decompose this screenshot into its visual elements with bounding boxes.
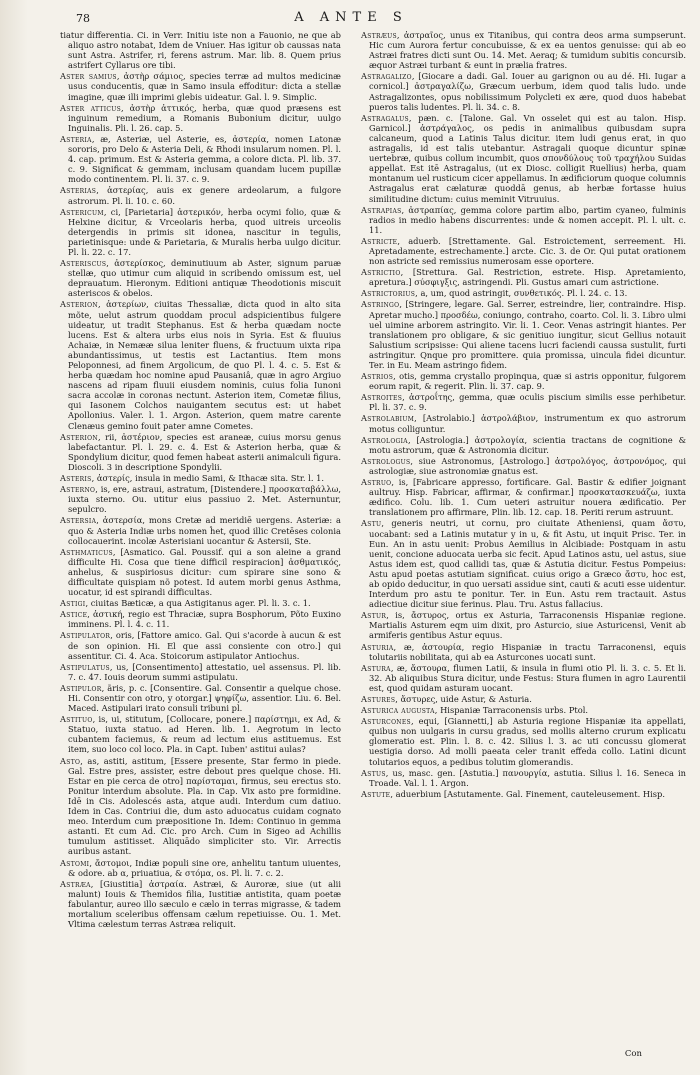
dictionary-entry: Astricte, aduerb. [Strettamente. Gal. Estroictement, serreement. Hi. Apretadamente, estrechamente.] arcte. Cic. 3. de Or. Qui putat orationem non astricte sed remissius numerosam esse oportere.: [361, 235, 687, 267]
dictionary-entry: Astura, æ, ἄστουρα, flumen Latii, & insula in flumi otio Pl. li. 3. c. 5. Et li. 32. Ab aliquibus Stura dicitur, unde Festus: Stura flumen in agro Laurentii est, quod quidam asturam uocant.: [361, 662, 686, 693]
entry-headword: Astur: [361, 610, 387, 621]
entry-headword: Asterias: [60, 185, 97, 196]
entry-headword: Astrapias: [361, 204, 402, 215]
dictionary-entry: Asterias, ἀστερίας, auis ex genere ardeolarum, a fulgore astrorum. Pl. li. 10. c. 60.: [60, 185, 341, 206]
entry-headword: Astroites: [361, 392, 403, 403]
dictionary-entry: Astipulatus, us, [Consentimento] attestatio, uel assensus. Pl. lib. 7. c. 47. Iouis deorum summi astipulatu.: [60, 661, 341, 682]
gutter-shadow: [0, 0, 28, 1075]
entry-definition: [Astrolabio.] ἀστρολάβιον, instrumentum ex quo astrorum motus colliguntur.: [369, 413, 686, 434]
dictionary-entry: Asteria, æ, Asteriæ, uel Asterie, es, ἀστερία, nomen Latonæ sororis, pro Delo & Asteria Deli, & Rhodi insularum nomen. Pl. l. 4. cap. primum. Est & Asteria gemma, a colore dicta. Pl. lib. 37. c. 9. Significat & gemmam, inclusam quandam lucem pupillæ modo continentem. Pl. li. 37. c. 9.: [60, 133, 341, 185]
entry-headword: Asteris: [60, 473, 92, 484]
entry-headword: Aster atticus: [60, 102, 122, 113]
entry-definition: as, astiti, astitum, [Essere presente, Star fermo in piede. Gal. Estre pres, assister, estre debout pres quelque chose. Hi. Estar en pie cerca de otro] παρίσταμαι, firmus, seu erectus sto. Ponitur interdum absolute. Pla. in Cap. Vix asto pre formidine. Idē in Cis. Adolescés asta, atque audi. Interdum cum datiuo. Idem in Cas. Contriui die, dum asto aduocatus cuidam cognato meo. Interdum cum præpositione In. Idem: Continuo in gemma astanti. Et cum Ad. Cic. pro Arch. Cum in Sigeo ad Achillis tumulum astitisset. Aliquādo simpliciter sto. Vir. Arrectis auribus astant.: [68, 755, 342, 857]
entry-definition: us, masc. gen. [Astutia.] πανουργία, astutia. Silius l. 16. Seneca in Troade. Val. l. 1. Argon.: [369, 767, 686, 788]
entry-definition: ἄστομοι, Indiæ populi sine ore, anhelitu tantum uiuentes, & odore. ab α, priuatiua, & στόμα, os. Pl. li. 7. c. 2.: [68, 857, 341, 878]
entry-definition: siue Astronomus, [Astrologo.] ἀστρολόγος, ἀστρονόμος, qui astrologiæ, siue astronomiæ gnatus est.: [369, 455, 686, 476]
entry-headword: Astericum: [60, 206, 104, 217]
dictionary-entry: Astragalus, pæn. c. [Talone. Gal. Vn osselet qui est au talon. Hisp. Garnicol.] ἀστράγαλος, os pedis in animalibus quibusdam supra calcaneum, quod a Latinis Talus dicitur. item ludi genus erat, in quo astragalis, id est talis utebantur. Astragali quoque dicuntur spinæ uertebræ, quibus collum incumbit, quos σπονδύλους τοῦ τραχήλου Suidas appellat. Est itē Astragalus, (ut ex Diosc. colligit Ruellius) herba, quam montanum uel rusticum cicer appellamus. In ædificiorum quoque columnis Astragalus erat cælaturæ quoddā genus, ab herbæ fortasse huius similitudine dictum: cuius meminit Vitruuius.: [361, 112, 686, 204]
entry-definition: is, ere, astraui, astratum, [Distendere.] προσκαταβάλλω, iuxta sterno. Ou. utitur eius passiuo 2. Met. Asternuntur, sepulcro.: [68, 484, 342, 515]
entry-definition: ἀστραῖος, unus ex Titanibus, qui contra deos arma sumpserunt. Hic cum Aurora fertur concubuisse, & ex ea uentos genuisse: qui ab eo Astræi fratres dicti sunt Ou. 14. Met. Aeraq; & tumidum subitis concursib. æquor Astræi turbant & eunt in prælia fratres.: [369, 30, 686, 71]
dictionary-entry: Asteriscus, ἀστερίσκος, deminutiuum ab Aster, signum paruæ stellæ, quo utimur cum aliquid in scribendo omissum est, uel deprauatum. Hieronym. Editioni antiquæ Theodotionis miscuit asteriscos & obelos.: [60, 258, 341, 299]
entry-definition: ἀστὴρ ἀττικός, herba, quæ quod præsens est inguinum remedium, a Romanis Bubonium dicitur, uulgo Inguinalis. Pli. l. 26. cap. 5.: [68, 102, 341, 133]
entry-headword: Astituo: [60, 714, 93, 725]
dictionary-entry: Asturcones, equi, [Giannetti,] ab Asturia regione Hispaniæ ita appellati, quibus non uulgaris in cursu gradus, sed mollis alterno crurum explicatu glomeratio est. Plin. l. 8. c. 42. Silius l. 3. ac uti concussu glomerat uestigia dorso. Ad molli paeata celer tranit effeda collo. Latini dicunt tolutarios equos, a pedibus tolutim glomerandis.: [361, 716, 686, 767]
dictionary-entry: Aster samius, ἀστὴρ σάμιος, species terræ ad multos medicinæ usus conducentis, quæ in Samo insula effoditur: dicta a stellæ imagine, quæ illi imprimi glebis uideatur. Gal. l. 9. Simplic.: [60, 71, 341, 102]
entry-headword: Asterno: [60, 484, 96, 495]
dictionary-entry: Astringo, [Stringere, legare. Gal. Serrer, estreindre, lier, contraindre. Hisp. Apretar mucho.] προσδέω, coniungo, contraho, coarto. Col. li. 3. Libro ulmi uel uimine arborem astringito. Vir. li. 1. Ceor. Venas astringit hiantes. Per translationem pro obligare, & sic genitiuo iungitur, sicut Gellius notauit Salustium scripsisse: Qui aliene tacens lucri faciendi caussa sustulit, furti astringitur. Qnque pro promittere. quia promissa, uincula fidei dicuntur. Ter. in Eu. Meam astringo fidem.: [361, 299, 686, 370]
entry-definition: tiatur differentia. Ci. in Verr. Initiu iste non a Fauonio, ne que ab aliquo astro notabat, Idem de Vniuer. Has igitur ob caussas nata sunt Astra. Astrifer, ri, ferens astrum. Mar. lib. 8. Quem prius astrifert Cyllarus ore tibi.: [60, 30, 341, 71]
entry-headword: Astringo: [361, 299, 400, 310]
entry-headword: Astragalus: [361, 112, 409, 123]
dictionary-entry: Astomi, ἄστομοι, Indiæ populi sine ore, anhelitu tantum uiuentes, & odore. ab α, priuatiua, & στόμα, os. Pl. li. 7. c. 2.: [60, 857, 341, 878]
dictionary-entry: Astus, us, masc. gen. [Astutia.] πανουργία, astutia. Silius l. 16. Seneca in Troade. Val. l. 1. Argon.: [361, 767, 686, 788]
entry-definition: us, [Consentimento] attestatio, uel assensus. Pl. lib. 7. c. 47. Iouis deorum summi astipulatu.: [68, 661, 341, 682]
entry-definition: ἀστροΐτης, gemma, quæ oculis piscium similis esse perhibetur. Pl. li. 37. c. 9.: [369, 392, 686, 413]
dictionary-entry: Astrictio, [Strettura. Gal. Restriction, estrete. Hisp. Apretamiento, apretura.] σύσφιγξις, astringendi. Pli. Gustus amari cum astrictione.: [361, 267, 687, 288]
dictionary-entry: Asterno, is, ere, astraui, astratum, [Distendere.] προσκαταβάλλω, iuxta sterno. Ou. utitur eius passiuo 2. Met. Asternuntur, sepulcro.: [60, 484, 342, 515]
entry-definition: generis neutri, ut cornu, pro ciuitate Atheniensi, quam ἄστυ, uocabant: sed a Latinis mutatur y in u, & fit Astu, ut inquit Prisc. Ter. in Eun. An in astu uenit: Probus Aemilius in Alcibiade: Postquam in astu uenit, concione aduocata uerba sic fecit. Apud Latinos astu, uel astus, siue Astus idem est, quod callidi tas, quæ & Astutia dicitur. Festus Pompeius: Astu apud poetas astutiam significat. cuius origo a Græco ἄστυ, hoc est, ab opido deducitur, in quo uersati assidue sint, cauti & acuti esse uidentur. Interdum pro astu te ponitur. Ter. in Eun. Astu rem tractauit. Astus adiectiue dicitur siue ferinus. Plau. Tru. Astus fallacius.: [369, 518, 686, 610]
dictionary-entry: [60, 30, 341, 70]
entry-definition: ἀστερίσκος, deminutiuum ab Aster, signum paruæ stellæ, quo utimur cum aliquid in scribendo omissum est, uel deprauatum. Hieronym. Editioni antiquæ Theodotionis miscuit asteriscos & obelos.: [68, 258, 341, 299]
entry-definition: aduerb. [Strettamente. Gal. Estroictement, serreement. Hi. Apretadamente, estrechamente.] arcte. Cic. 3. de Or. Qui putat orationem non astricte sed remissius numerosam esse oportere.: [369, 235, 687, 267]
entry-headword: Astures: [361, 694, 396, 704]
dictionary-entry: Asturica augusta, Hispaniæ Tarraconensis urbs. Ptol.: [361, 705, 589, 716]
dictionary-entry: Asturia, æ, ἀστουρία, regio Hispaniæ in tractu Tarraconensi, equis tolutariis nobilitata, qui ab ea Asturcones uocati sunt.: [361, 641, 686, 662]
dictionary-entry: Astræa, [Giustitia] ἀστραία. Astræi, & Auroræ, siue (ut alii malunt) Iouis & Themidos filia, Iustitiæ antistita, quam poetæ fabulantur, aureo illo sæculo e cælo in terras migrasse, & tadem mortalium sceleribus offensam cælum repetiuisse. Ou. 1. Met. Vltima cælestum terras Astræa reliquit.: [60, 878, 341, 930]
entry-definition: [Astrologia.] ἀστρολογία, scientia tractans de cognitione & motu astrorum, quæ & Astronomia dicitur.: [369, 434, 686, 455]
dictionary-entry: Astrolabium, [Astrolabio.] ἀστρολάβιον, instrumentum ex quo astrorum motus colliguntur.: [361, 413, 686, 434]
dictionary-entry: Asteris, ἀστερίς, insula in medio Sami, & Ithacæ sita. Str. l. 1.: [60, 473, 325, 484]
entry-definition: ἀστερίς, insula in medio Sami, & Ithacæ sita. Str. l. 1.: [96, 473, 325, 484]
dictionary-entry: Astrios, otis, gemma crystallo propinqua, quæ si astris opponitur, fulgorem eorum rapit, & regerit. Plin. li. 37. cap. 9.: [361, 371, 687, 392]
dictionary-entry: Astragalizo, [Giocare a dadi. Gal. Iouer au garignon ou au dé. Hi. Iugar a cornicol.] ἀστραγαλίζω, Græcum uerbum, idem quod talis ludo. unde Astragalizontes, opus nobilissimum Polycleti ex ære, quod duos habebat pueros talis ludentes. Pl. li. 34. c. 8.: [361, 71, 687, 112]
entry-definition: ãris, p. c. [Consentire. Gal. Consentir a quelque chose. Hi. Consentir con otro, y otorgar.] ψηφίζω, assentior. Liu. 6. Bel. Maced. Astipulari irato consuli tribuni pl.: [68, 682, 341, 714]
entry-headword: Astu: [361, 518, 382, 529]
entry-definition: equi, [Giannetti,] ab Asturia regione Hispaniæ ita appellati, quibus non uulgaris in cursu gradus, sed mollis alterno crurum explicatu glomeratio est. Plin. l. 8. c. 42. Silius l. 3. ac uti concussu glomerat uestigia dorso. Ad molli paeata celer tranit effeda collo. Latini dicunt tolutarios equos, a pedibus tolutim glomerandis.: [369, 716, 686, 767]
entry-headword: Asterion: [60, 299, 98, 310]
dictionary-entry: Asterion, ἀστερίων, ciuitas Thessaliæ, dicta quod in alto sita mõte, uelut astrum quoddam procul adspicientibus fulgere uideatur, ut tradit Stephanus. Est & herba quædam nocte lucens. Est & altera urbs eius nois in Syria. Est & fluuius Achaiæ, in Nemææ silua leniter fluens, & fructuum uixta ripa abundantissimus, ut testis est Lactantius. Item mons Peloponnesi, ad finem Argolicum, de quo Pl. l. 4. c. 5. Est & herba quædam hoc nomine apud Pausaniâ, quæ in agro Argiuo nascens ad ripam fluuii eiusdem nominis, cuius folia Iunoni sacra accolæ in coronas nectunt. Asterion item, Cometæ filius, qui Iasonem Colchos nauigantem secutus est: ut habet Apollonius. Valer. l. 1. Argon. Asterion, quem matre carente Clenæus gemino fouit pater amne Cometes.: [60, 299, 341, 431]
dictionary-entry: Astrologia, [Astrologia.] ἀστρολογία, scientia tractans de cognitione & motu astrorum, quæ & Astronomia dicitur.: [361, 434, 686, 455]
dictionary-entry: Astræus, ἀστραῖος, unus ex Titanibus, qui contra deos arma sumpserunt. Hic cum Aurora fertur concubuisse, & ex ea uentos genuisse: qui ab eo Astræi fratres dicti sunt Ou. 14. Met. Aeraq; & tumidum subitis concursib. æquor Astræi turbant & eunt in prælia fratres.: [361, 30, 686, 71]
dictionary-entry: Astrologus, siue Astronomus, [Astrologo.] ἀστρολόγος, ἀστρονόμος, qui astrologiæ, siue astronomiæ gnatus est.: [361, 455, 686, 476]
entry-headword: Astrictorius: [361, 288, 416, 299]
entry-definition: ciuitas Bæticæ, a qua Astigitanus ager. Pl. li. 3. c. 1.: [90, 598, 311, 609]
entry-definition: ἀστερίας, auis ex genere ardeolarum, a fulgore astrorum. Pl. li. 10. c. 60.: [68, 185, 341, 206]
dictionary-entry: Astu, generis neutri, ut cornu, pro ciuitate Atheniensi, quam ἄστυ, uocabant: sed a Latinis mutatur y in u, & fit Astu, ut inquit Prisc. Ter. in Eun. An in astu uenit: Probus Aemilius in Alcibiade: Postquam in astu uenit, concione aduocata uerba sic fecit. Apud Latinos astu, uel astus, siue Astus idem est, quod callidi tas, quæ & Astutia dicitur. Festus Pompeius: Astu apud poetas astutiam significat. cuius origo a Græco ἄστυ, hoc est, ab opido deducitur, in quo uersati assidue sint, cauti & acuti esse uidentur. Interdum pro astu te ponitur. Ter. in Eun. Astu rem tractauit. Astus adiectiue dicitur siue ferinus. Plau. Tru. Astus fallacius.: [361, 518, 686, 610]
dictionary-entry: Astipulor, ãris, p. c. [Consentire. Gal. Consentir a quelque chose. Hi. Consentir con otro, y otorgar.] ψηφίζω, assentior. Liu. 6. Bel. Maced. Astipulari irato consuli tribuni pl.: [60, 682, 341, 714]
entry-headword: Astragalizo: [361, 71, 412, 82]
entry-headword: Asthmaticus: [60, 546, 113, 557]
entry-definition: ἀστερίων, ciuitas Thessaliæ, dicta quod in alto sita mõte, uelut astrum quoddam procul adspicientibus fulgere uideatur, ut tradit Stephanus. Est & herba quædam nocte lucens. Est & altera urbs eius nois in Syria. Est & fluuius Achaiæ, in Nemææ silua leniter fluens, & fructuum uixta ripa abundantissimus, ut testis est Lactantius. Item mons Peloponnesi, ad finem Argolicum, de quo Pl. l. 4. c. 5. Est & herba quædam hoc nomine apud Pausaniâ, quæ in agro Argiuo nascens ad ripam fluuii eiusdem nominis, cuius folia Iunoni sacra accolæ in coronas nectunt. Asterion item, Cometæ filius, qui Iasonem Colchos nauigantem secutus est: ut habet Apollonius. Valer. l. 1. Argon. Asterion, quem matre carente Clenæus gemino fouit pater amne Cometes.: [68, 299, 341, 431]
entry-definition: ἄστυρες, uide Astur, & Asturia.: [400, 694, 532, 704]
entry-definition: æ, Asteriæ, uel Asterie, es, ἀστερία, nomen Latonæ sororis, pro Delo & Asteria Deli, & Rhodi insularum nomen. Pl. l. 4. cap. primum. Est & Asteria gemma, a colore dicta. Pl. lib. 37. c. 9. Significat & gemmam, inclusam quandam lucem pupillæ modo continentem. Pl. li. 37. c. 9.: [68, 133, 341, 185]
entry-definition: Hispaniæ Tarraconensis urbs. Ptol.: [440, 705, 589, 716]
entry-definition: [Stringere, legare. Gal. Serrer, estreindre, lier, contraindre. Hisp. Apretar mucho.] προσδέω, coniungo, contraho, coarto. Col. li. 3. Libro ulmi uel uimine arborem astringito. Vir. li. 1. Ceor. Venas astringit hiantes. Per translationem pro obligare, & sic genitiuo iungitur, sicut Gellius notauit Salustium scripsisse: Qui aliene tacens lucri faciendi caussa sustulit, furti astringitur. Qnque pro promittere. quia promissa, uincula fidei dicuntur. Ter. in Eu. Meam astringo fidem.: [369, 299, 686, 370]
entry-headword: Astrologus: [361, 455, 411, 466]
entry-headword: Astipulator: [60, 630, 111, 641]
dictionary-entry: Astroites, ἀστροΐτης, gemma, quæ oculis piscium similis esse perhibetur. Pl. li. 37. c. 9.: [361, 392, 686, 413]
entry-headword: Astura: [361, 662, 391, 673]
entry-headword: Astus: [361, 767, 386, 778]
dictionary-entry: Asterion, rii, ἀστέριον, species est araneæ, cuius morsu genus labefactantur. Pl. l. 29. c. 4. Est & Asterion herba, quæ & Spondylium dicitur, quod femen habeat asterii animalculi figura. Dioscoli. 3 in descriptione Spondylii.: [60, 431, 341, 472]
entry-headword: Aster samius: [60, 71, 117, 82]
entry-definition: pæn. c. [Talone. Gal. Vn osselet qui est au talon. Hisp. Garnicol.] ἀστράγαλος, os pedis in animalibus quibusdam supra calcaneum, quod a Latinis Talus dicitur. item ludi genus erat, in quo astragalis, id est talis utebantur. Astragali quoque dicuntur spinæ uertebræ, quibus collum incumbit, quos σπονδύλους τοῦ τραχήλου Suidas appellat. Est itē Astragalus, (ut ex Diosc. colligit Ruellius) herba, quam montanum uel rusticum cicer appellamus. In ædificiorum quoque columnis Astragalus erat cælaturæ quoddā genus, ab herbæ fortasse huius similitudine dictum: cuius meminit Vitruuius.: [369, 112, 686, 204]
dictionary-entry: Astigi, ciuitas Bæticæ, a qua Astigitanus ager. Pl. li. 3. c. 1.: [60, 598, 311, 609]
left-column: [16, 30, 341, 930]
right-column: [361, 30, 686, 930]
entry-definition: is, ui, stitutum, [Collocare, ponere.] παρίστημι, ex Ad, & Statuo, iuxta statuo. ad Heren. lib. 1. Aegrotum in lecto cubantem faciemus, & reum ad lectum eius astituemus. Est item, suo loco col loco. Pla. in Capt. Iuben' astitui aulas?: [68, 714, 342, 755]
dictionary-entry: Astice, ἀστική, regio est Thraciæ, supra Bosphorum, Põto Euxino imminens. Pl. l. 4. c. 11.: [60, 609, 342, 630]
entry-definition: ἀστική, regio est Thraciæ, supra Bosphorum, Põto Euxino imminens. Pl. l. 4. c. 11.: [68, 609, 342, 630]
entry-definition: ἀστραπίας, gemma colore partim albo, partim cyaneo, fulminis radios in medio habens discurrentes: unde & nomen accepit. Pl. l. ult. c. 11.: [369, 204, 686, 235]
entry-headword: Asturia: [361, 641, 394, 652]
entry-headword: Astrolabium: [361, 413, 415, 424]
entry-headword: Asteriscus: [60, 258, 107, 269]
entry-headword: Asturcones: [361, 716, 411, 727]
entry-definition: [Strettura. Gal. Restriction, estrete. Hisp. Apretamiento, apretura.] σύσφιγξις, astringendi. Pli. Gustus amari cum astrictione.: [369, 267, 687, 288]
entry-headword: Astrios: [361, 371, 394, 382]
dictionary-entry: Astericum, ci, [Parietaria] ἀστερικόν, herba ocymi folio, quæ & Helxine dicitur, & Vrceolaris herba, quod uitreis urceolis detergendis in primis sit idonea, nascitur in tegulis, parietinisque: unde & Parietaria, & Muralis herba uulgo dicitur. Pl. li. 22. c. 17.: [60, 206, 341, 257]
entry-definition: ἀστερσία, mons Cretæ ad meridiē uergens. Asteriæ: a quo & Asteria Indiæ urbs nomen ĥet, quod illic Cretēses colonia collocauerint. incolæ Asterisiani uocantur & Astersii, Ste.: [68, 515, 341, 546]
entry-headword: Astersia: [60, 515, 97, 526]
entry-headword: Astræus: [361, 30, 397, 40]
entry-definition: aduerbium [Astutamente. Gal. Finement, cauteleusement. Hisp.: [395, 788, 665, 799]
entry-definition: [Giustitia] ἀστραία. Astræi, & Auroræ, siue (ut alii malunt) Iouis & Themidos filia, Iustitiæ antistita, quam poetæ fabulantur, aureo illo sæculo e cælo in terras migrasse, & tadem mortalium sceleribus offensam cælum repetiuisse. Ou. 1. Met. Vltima cælestum terras Astræa reliquit.: [68, 878, 341, 930]
entry-headword: Astræa: [60, 878, 91, 889]
entry-definition: ἀστὴρ σάμιος, species terræ ad multos medicinæ usus conducentis, quæ in Samo insula effoditur: dicta a stellæ imagine, quæ illi imprimi glebis uideatur. Gal. l. 9. Simplic.: [68, 71, 341, 102]
entry-definition: ci, [Parietaria] ἀστερικόν, herba ocymi folio, quæ & Helxine dicitur, & Vrceolaris herba, quod uitreis urceolis detergendis in primis sit idonea, nascitur in tegulis, parietinisque: unde & Parietaria, & Muralis herba uulgo dicitur. Pl. li. 22. c. 17.: [68, 206, 341, 257]
entry-definition: æ, ἄστουρα, flumen Latii, & insula in flumi otio Pl. li. 3. c. 5. Et li. 32. Ab aliquibus Stura dicitur, unde Festus: Stura flumen in agro Laurentii est, quod quidam asturam uocant.: [369, 662, 686, 693]
dictionary-entry: Astrictorius, a, um, quod astringit, συνθετικός. Pl. l. 24. c. 13.: [361, 288, 628, 299]
entry-headword: Asto: [60, 755, 81, 766]
entry-definition: otis, gemma crystallo propinqua, quæ si astris opponitur, fulgorem eorum rapit, & regerit. Plin. li. 37. cap. 9.: [369, 371, 687, 392]
catchword: Con: [624, 1049, 642, 1059]
dictionary-entry: Astersia, ἀστερσία, mons Cretæ ad meridiē uergens. Asteriæ: a quo & Asteria Indiæ urbs nomen ĥet, quod illic Cretēses colonia collocauerint. incolæ Asterisiani uocantur & Astersii, Ste.: [60, 515, 341, 546]
dictionary-entry: Astrapias, ἀστραπίας, gemma colore partim albo, partim cyaneo, fulminis radios in medio habens discurrentes: unde & nomen accepit. Pl. l. ult. c. 11.: [361, 204, 686, 235]
entry-headword: Astigi: [60, 598, 86, 609]
dictionary-entry: Astute, aduerbium [Astutamente. Gal. Finement, cauteleusement. Hisp.: [361, 788, 665, 799]
entry-definition: æ, ἀστουρία, regio Hispaniæ in tractu Tarraconensi, equis tolutariis nobilitata, qui ab ea Asturcones uocati sunt.: [369, 641, 686, 662]
entry-headword: Astipulor: [60, 682, 102, 693]
dictionary-entry: Astures, ἄστυρες, uide Astur, & Asturia.: [361, 694, 532, 704]
entry-headword: Asteria: [60, 133, 92, 144]
entry-headword: Astute: [361, 788, 391, 799]
entry-headword: Astipulatus: [60, 661, 110, 672]
entry-definition: [Asmatico. Gal. Poussif. qui a son aleine a grand difficulte Hi. Cosa que tiene difficil respiracion] ἀσθματικός, anhelus, & suspiriosus dicitur: cum spirare sine sono & difficultate quispiam nõ potest. Id autem morbi genus Asthma, uocatur, id est spirandi difficultas.: [68, 546, 341, 598]
dictionary-entry: Aster atticus, ἀστὴρ ἀττικός, herba, quæ quod præsens est inguinum remedium, a Romanis Bubonium dicitur, uulgo Inguinalis. Pli. l. 26. cap. 5.: [60, 102, 341, 133]
entry-headword: Asturica augusta: [361, 705, 435, 716]
entry-definition: a, um, quod astringit, συνθετικός. Pl. l. 24. c. 13.: [420, 288, 628, 299]
entry-headword: Astruo: [361, 477, 392, 488]
entry-headword: Astricte: [361, 235, 398, 246]
entry-definition: rii, ἀστέριον, species est araneæ, cuius morsu genus labefactantur. Pl. l. 29. c. 4. Est & Asterion herba, quæ & Spondylium dicitur, quod femen habeat asterii animalculi figura. Dioscoli. 3 in descriptione Spondylii.: [68, 431, 341, 472]
dictionary-entry: Asto, as, astiti, astitum, [Essere presente, Star fermo in piede. Gal. Estre pres, assister, estre debout pres quelque chose. Hi. Estar en pie cerca de otro] παρίσταμαι, firmus, seu erectus sto. Ponitur interdum absolute. Pla. in Cap. Vix asto pre formidine. Idē in Cis. Adolescés asta, atque audi. Interdum cum datiuo. Idem in Cas. Contriui die, dum asto aduocatus cuidam cognato meo. Interdum cum præpositione In. Idem: Continuo in gemma astanti. Et cum Ad. Cic. pro Arch. Cum in Sigeo ad Achillis tumulum astitisset. Aliquādo simpliciter sto. Vir. Arrectis auribus astant.: [60, 755, 342, 857]
dictionary-entry: Astur, is, ἄστυρος, ortus ex Asturia, Tarraconensis Hispaniæ regione. Martialis Asturem eqm uim dixit, pro Asturcio, siue Asturicensi, Venit ab armiferis gentibus Astur equus.: [361, 610, 686, 641]
entry-headword: Astomi: [60, 857, 90, 868]
two-column-body: [16, 30, 686, 930]
entry-definition: is, [Fabricare appresso, fortificare. Gal. Bastir & edifier joignant aultruy. Hisp. Fabricar, affirmar, & confirmar.] προσκατασκευάζω, iuxta ædifico. Colu. lib. 1. Cum ueteri astruitur nouera ædificatio. Per translationem pro affirmare, Plin. lib. 12. cap. 18. Periti rerum astruunt.: [369, 477, 686, 518]
entry-headword: Astice: [60, 609, 88, 620]
entry-headword: Astrictio: [361, 267, 401, 278]
dictionary-entry: Asthmaticus, [Asmatico. Gal. Poussif. qui a son aleine a grand difficulte Hi. Cosa que tiene difficil respiracion] ἀσθματικός, anhelus, & suspiriosus dicitur: cum spirare sine sono & difficultate quispiam nõ potest. Id autem morbi genus Asthma, uocatur, id est spirandi difficultas.: [60, 546, 341, 598]
entry-definition: is, ἄστυρος, ortus ex Asturia, Tarraconensis Hispaniæ regione. Martialis Asturem eqm uim dixit, pro Asturcio, siue Asturicensi, Venit ab armiferis gentibus Astur equus.: [369, 610, 686, 641]
entry-headword: Astrologia: [361, 434, 408, 445]
entry-definition: oris, [Fattore amico. Gal. Qui s'acorde à aucun & est de son opinion. Hi. El que assi consiente con otro.] qui assentitur. Ci. 4. Aca. Stoicorum astipulator Antiochus.: [68, 630, 342, 661]
entry-headword: Asterion: [60, 431, 98, 442]
entry-definition: [Giocare a dadi. Gal. Iouer au garignon ou au dé. Hi. Iugar a cornicol.] ἀστραγαλίζω, Græcum uerbum, idem quod talis ludo. unde Astragalizontes, opus nobilissimum Polycleti ex ære, quod duos habebat pueros talis ludentes. Pl. li. 34. c. 8.: [369, 71, 687, 112]
page-number: 78: [76, 12, 90, 25]
running-head: A ANTE S: [294, 10, 408, 25]
dictionary-entry: Astruo, is, [Fabricare appresso, fortificare. Gal. Bastir & edifier joignant aultruy. Hisp. Fabricar, affirmar, & confirmar.] προσκατασκευάζω, iuxta ædifico. Colu. lib. 1. Cum ueteri astruitur nouera ædificatio. Per translationem pro affirmare, Plin. lib. 12. cap. 18. Periti rerum astruunt.: [361, 477, 686, 518]
dictionary-entry: Astipulator, oris, [Fattore amico. Gal. Qui s'acorde à aucun & est de son opinion. Hi. El que assi consiente con otro.] qui assentitur. Ci. 4. Aca. Stoicorum astipulator Antiochus.: [60, 630, 342, 661]
dictionary-entry: Astituo, is, ui, stitutum, [Collocare, ponere.] παρίστημι, ex Ad, & Statuo, iuxta statuo. ad Heren. lib. 1. Aegrotum in lecto cubantem faciemus, & reum ad lectum eius astituemus. Est item, suo loco col loco. Pla. in Capt. Iuben' astitui aulas?: [60, 714, 342, 755]
page-header: [16, 10, 686, 26]
